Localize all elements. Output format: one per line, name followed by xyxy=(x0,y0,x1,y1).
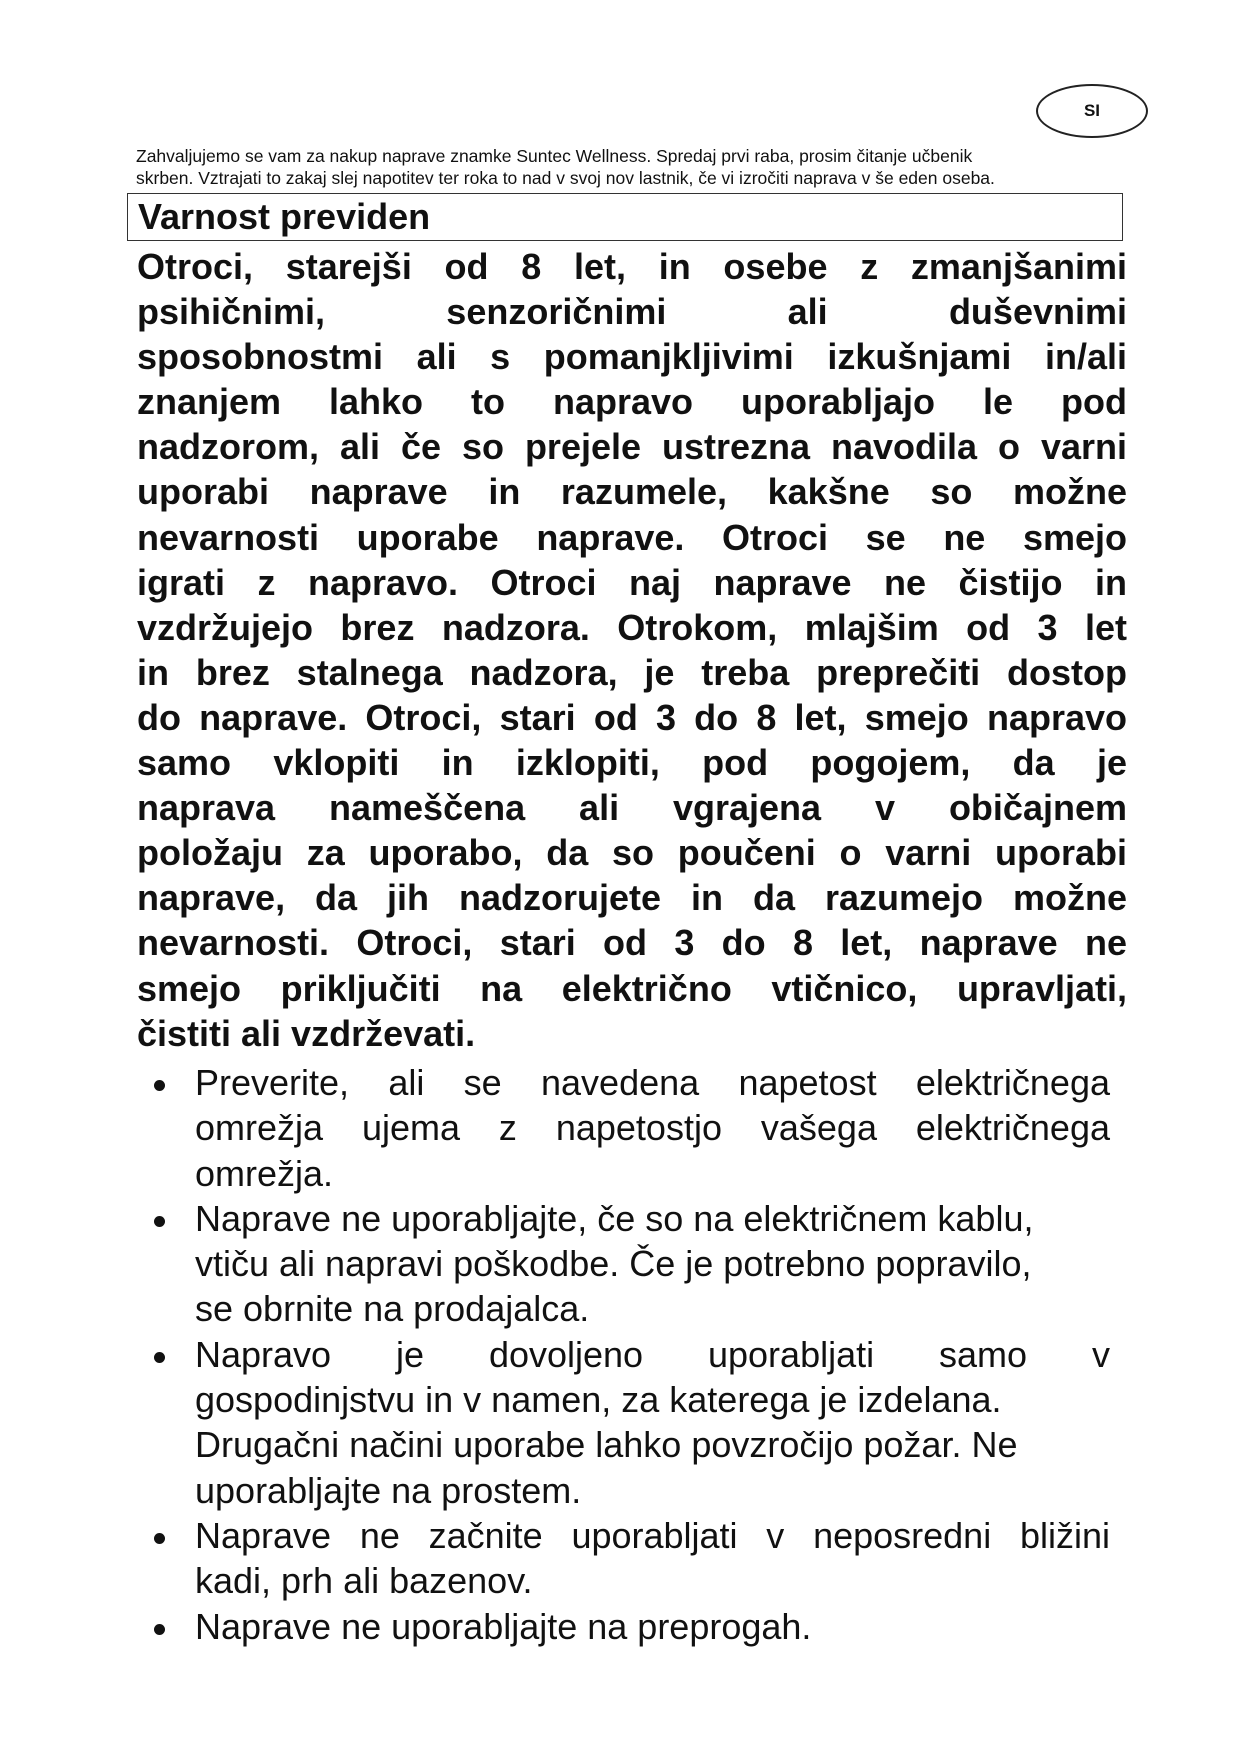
warning-line: samo vklopiti in izklopiti, pod pogojem, da je xyxy=(137,742,1127,784)
bullet-line: se obrnite na prodajalca. xyxy=(195,1288,590,1330)
bullet-line: Drugačni načini uporabe lahko povzročijo požar. Ne xyxy=(195,1424,1018,1466)
bullet-line: kadi, prh ali bazenov. xyxy=(195,1560,533,1602)
bullet-icon xyxy=(154,1080,165,1091)
bullet-icon xyxy=(154,1624,165,1635)
bullet-item-household-use xyxy=(150,1332,1110,1513)
warning-line: naprave, da jih nadzorujete in da razumejo možne xyxy=(137,877,1127,919)
bullet-item-water xyxy=(150,1513,1110,1604)
bullet-line: Naprave ne uporabljajte na preprogah. xyxy=(195,1605,812,1647)
bullet-icon xyxy=(154,1533,165,1544)
bullet-line: Napravo je dovoljeno uporabljati samo v xyxy=(195,1333,1110,1375)
bullet-line: gospodinjstvu in v namen, za katerega je izdelana. xyxy=(195,1379,1002,1421)
intro-line: Zahvaljujemo se vam za nakup naprave znamke Suntec Wellness. Spredaj prvi raba, prosim čitanje učbenik xyxy=(136,146,973,166)
bullet-line: Naprave ne začnite uporabljati v neposredni bližini xyxy=(195,1514,1110,1556)
warning-line: nevarnosti. Otroci, stari od 3 do 8 let, naprave ne xyxy=(137,922,1127,964)
bullet-icon xyxy=(154,1216,165,1227)
warning-line: igrati z napravo. Otroci naj naprave ne čistijo in xyxy=(137,561,1127,603)
warning-line: sposobnostmi ali s pomanjkljivimi izkušnjami in/ali xyxy=(137,336,1127,378)
warning-line: smejo priključiti na električno vtičnico, upravljati, xyxy=(137,967,1127,1009)
warning-line: znanjem lahko to napravo uporabljajo le pod xyxy=(137,381,1127,423)
intro-line: skrben. Vztrajati to zakaj slej napotitev ter roka to nad v svoj nov lastnik, če vi izročiti naprava v še eden oseba. xyxy=(136,168,995,188)
warning-line: nadzorom, ali če so prejele ustrezna navodila o varni xyxy=(137,426,1127,468)
warning-line: Otroci, starejši od 8 let, in osebe z zmanjšanimi xyxy=(137,246,1127,287)
bullet-item-carpets xyxy=(150,1604,1110,1649)
bullet-item-damage xyxy=(150,1196,1110,1332)
warning-line: naprava nameščena ali vgrajena v običajnem xyxy=(137,787,1127,829)
children-warning xyxy=(137,244,1127,1056)
language-badge: SI xyxy=(1036,84,1148,138)
warning-line: do naprave. Otroci, stari od 3 do 8 let, smejo napravo xyxy=(137,696,1127,738)
bullet-line: omrežja ujema z napetostjo vašega električnega xyxy=(195,1107,1110,1149)
warning-line: psihičnimi, senzoričnimi ali duševnimi xyxy=(137,291,1127,333)
bullet-line: Preverite, ali se navedena napetost električnega xyxy=(195,1062,1110,1103)
warning-line: vzdržujejo brez nadzora. Otrokom, mlajšim od 3 let xyxy=(137,606,1127,648)
bullet-icon xyxy=(154,1352,165,1363)
warning-line: položaju za uporabo, da so poučeni o varni uporabi xyxy=(137,832,1127,874)
bullet-line: uporabljajte na prostem. xyxy=(195,1469,582,1511)
bullet-item-voltage xyxy=(150,1060,1110,1196)
bullet-line: omrežja. xyxy=(195,1152,334,1194)
warning-line: in brez stalnega nadzora, je treba preprečiti dostop xyxy=(137,651,1127,693)
warning-line: uporabi naprave in razumele, kakšne so možne xyxy=(137,471,1127,513)
bullet-line: Naprave ne uporabljajte, če so na električnem kablu, xyxy=(195,1197,1034,1239)
warning-line: nevarnosti uporabe naprave. Otroci se ne smejo xyxy=(137,516,1127,558)
section-title: Varnost previden xyxy=(127,193,1123,241)
warning-line: čistiti ali vzdrževati. xyxy=(137,1012,476,1054)
bullet-line: vtiču ali napravi poškodbe. Če je potrebno popravilo, xyxy=(195,1243,1032,1285)
intro-text xyxy=(136,145,1136,189)
safety-bullet-list xyxy=(150,1060,1110,1649)
